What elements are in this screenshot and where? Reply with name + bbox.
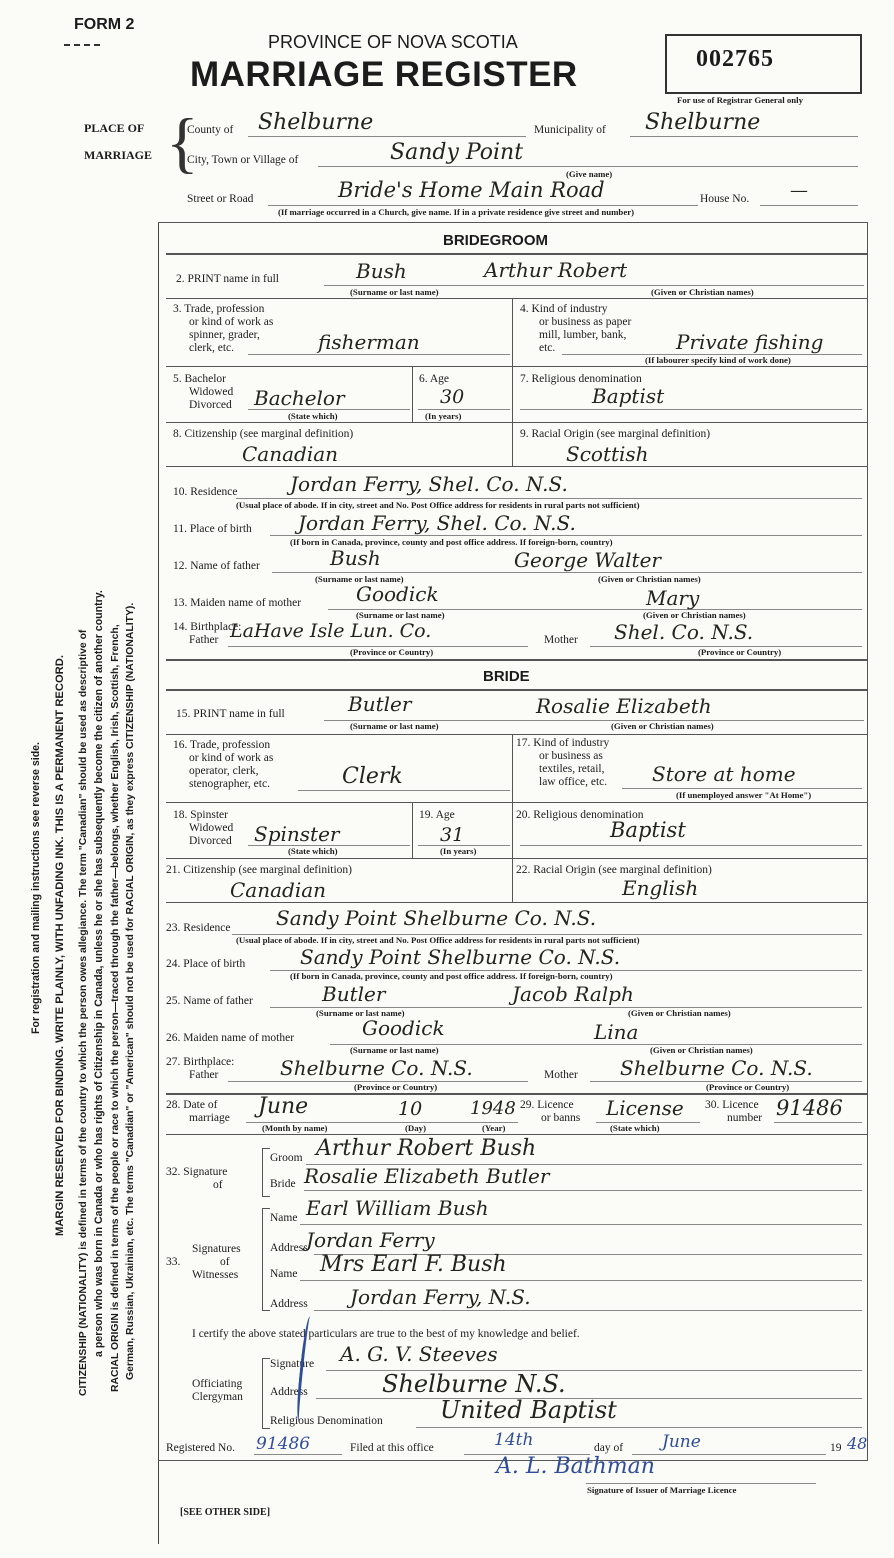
groom-age-label: 6. Age [419, 373, 450, 385]
county-label: County of [187, 124, 234, 136]
bride-mother-birthplace-label: Mother [544, 1069, 578, 1081]
bride-heading: BRIDE [483, 668, 530, 685]
groom-residence-label: 10. Residence [173, 486, 238, 498]
marriage-month-hint: (Month by name) [262, 1123, 328, 1133]
municipality-label: Municipality of [534, 124, 606, 136]
groom-status-l3: Divorced [189, 399, 232, 411]
groom-surname: Bush [356, 259, 407, 283]
groom-citizenship-label: 8. Citizenship (see marginal definition) [173, 428, 354, 440]
bride-residence-label: 23. Residence [166, 922, 231, 934]
certify-statement: I certify the above stated particulars are true to the best of my knowledge and belief. [192, 1328, 580, 1340]
witness1-name: Earl William Bush [306, 1196, 489, 1220]
groom-signature: Arthur Robert Bush [316, 1136, 537, 1161]
clergy-signature: A. G. V. Steeves [340, 1342, 498, 1366]
groom-trade-l4: clerk, etc. [189, 342, 235, 354]
groom-residence-hint: (Usual place of abode. If in city, street and No. Post Office address for residents in rural parts not sufficient) [236, 500, 640, 510]
bride-trade: Clerk [342, 764, 403, 789]
witness1-address: Jordan Ferry [306, 1228, 435, 1252]
street-value: Bride's Home Main Road [338, 178, 605, 202]
marriage-year-hint: (Year) [482, 1123, 506, 1133]
bride-father-surname-hint: (Surname or last name) [316, 1008, 405, 1018]
municipality-value: Shelburne [645, 110, 761, 135]
groom-given-names: Arthur Robert [484, 258, 628, 282]
bride-father-label: 25. Name of father [166, 995, 253, 1007]
groom-industry-l1: 4. Kind of industry [520, 303, 608, 315]
groom-father-label: 12. Name of father [173, 560, 260, 572]
margin-racial-def-2: German, Russian, Ukrainian, etc. The terms "Canadian" or "American" should not be used for RACIAL ORIGIN, as they express CITIZENSHIP (NATIONALITY). [125, 602, 136, 1380]
groom-religion: Baptist [592, 384, 665, 408]
margin-citizenship-def-1: CITIZENSHIP (NATIONALITY) is defined in terms of the country to which the person owes allegiance. The term "Canadian" should be used as descriptive of [78, 629, 89, 1396]
margin-racial-def-1: RACIAL ORIGIN is defined in terms of the people or race to which the person—traced through the father—belongs, whether English, Irish, Scottish, French, [110, 624, 121, 1392]
bride-father-prov-hint: (Province or Country) [354, 1082, 438, 1092]
clergy-denomination: United Baptist [440, 1396, 617, 1424]
marriage-month: June [258, 1094, 309, 1119]
bride-trade-l1: 16. Trade, profession [173, 739, 271, 751]
groom-industry: Private fishing [676, 330, 824, 354]
marriage-day: 10 [398, 1098, 423, 1120]
house-label: House No. [700, 193, 750, 205]
clergy-caption-l2: Clergyman [192, 1391, 243, 1403]
clergy-signature-label: Signature [270, 1358, 315, 1370]
bride-mother-prov-hint: (Province or Country) [706, 1082, 790, 1092]
groom-birthplace-parents-l2: Father [189, 634, 219, 646]
groom-birthplace-hint: (If born in Canada, province, county and post office address. If foreign-born, country) [290, 537, 613, 547]
bride-signature-label: Bride [270, 1178, 296, 1190]
licence-hint: (State which) [610, 1123, 660, 1133]
bride-age: 31 [440, 824, 465, 846]
bride-surname-hint: (Surname or last name) [350, 721, 439, 731]
groom-mother-prov-hint: (Province or Country) [698, 647, 782, 657]
bride-religion: Baptist [610, 818, 686, 842]
groom-birthplace: Jordan Ferry, Shel. Co. N.S. [298, 511, 576, 535]
groom-industry-l3: mill, lumber, bank, [539, 329, 627, 341]
page-title: MARRIAGE REGISTER [190, 55, 578, 94]
groom-status: Bachelor [254, 386, 345, 410]
year-prefix: 19 [830, 1442, 842, 1454]
witnesses-caption-l2: of [220, 1256, 230, 1268]
groom-surname-hint: (Surname or last name) [350, 287, 439, 297]
groom-mother-birthplace-label: Mother [544, 634, 578, 646]
bride-given-hint: (Given or Christian names) [611, 721, 714, 731]
bride-citizenship-label: 21. Citizenship (see marginal definition) [166, 864, 352, 876]
bride-industry-l2: or business as [539, 750, 603, 762]
groom-mother-surname-hint: (Surname or last name) [356, 610, 445, 620]
city-label: City, Town or Village of [187, 154, 299, 166]
witness2-name-label: Name [270, 1268, 298, 1280]
signature-of-l2: of [213, 1179, 223, 1191]
marriage-date-l2: marriage [189, 1112, 230, 1124]
witness2-address-label: Address [270, 1298, 308, 1310]
groom-father-birthplace: LaHave Isle Lun. Co. [230, 620, 432, 642]
groom-birthplace-label: 11. Place of birth [173, 523, 252, 535]
bride-status-l3: Divorced [189, 835, 232, 847]
see-other-side: [SEE OTHER SIDE] [180, 1507, 271, 1518]
licence-or-banns-l1: 29. Licence [520, 1099, 574, 1111]
city-hint: (Give name) [566, 169, 613, 179]
groom-mother-given: Mary [646, 586, 700, 610]
bride-trade-l4: stenographer, etc. [189, 778, 270, 790]
witnesses-caption-l1: Signatures [192, 1243, 241, 1255]
groom-age-hint: (In years) [425, 411, 462, 421]
licence-or-banns-l2: or banns [541, 1112, 581, 1124]
city-value: Sandy Point [390, 140, 524, 165]
bride-status-hint: (State which) [288, 846, 338, 856]
groom-trade-l3: spinner, grader, [189, 329, 260, 341]
groom-trade-l1: 3. Trade, profession [173, 303, 265, 315]
bride-religion-label: 20. Religious denomination [516, 809, 644, 821]
bride-status-l1: 18. Spinster [173, 809, 228, 821]
bride-industry-l1: 17. Kind of industry [516, 737, 610, 749]
bride-status: Spinster [254, 822, 340, 846]
place-brace: { [166, 104, 199, 180]
bride-father-given-hint: (Given or Christian names) [628, 1008, 731, 1018]
groom-name-label [176, 273, 279, 285]
clergy-caption-l1: Officiating [192, 1378, 243, 1390]
groom-religion-label: 7. Religious denomination [520, 373, 642, 385]
bride-father-surname: Butler [322, 982, 386, 1006]
issuer-signature-label: Signature of Issuer of Marriage Licence [587, 1485, 737, 1495]
margin-citizenship-def-2: a person who was born in Canada or who has rights of Citizenship in Canada, unless he or she has subsequently become the citizen of another country. [93, 590, 105, 1357]
registered-no: 91486 [256, 1434, 311, 1454]
groom-status-l1: 5. Bachelor [173, 373, 227, 385]
witness2-name: Mrs Earl F. Bush [320, 1252, 507, 1277]
groom-citizenship: Canadian [242, 442, 339, 466]
licence-number: 91486 [776, 1096, 843, 1120]
filed-label: Filed at this office [350, 1442, 434, 1454]
county-value: Shelburne [258, 110, 374, 135]
witness2-address: Jordan Ferry, N.S. [350, 1285, 531, 1309]
margin-binding-note: MARGIN RESERVED FOR BINDING. WRITE PLAINLY, WITH UNFADING INK. THIS IS A PERMANENT RECORD. [54, 655, 66, 1236]
witness1-name-label: Name [270, 1212, 298, 1224]
bride-mother-surname-hint: (Surname or last name) [350, 1045, 439, 1055]
groom-trade: fisherman [318, 330, 420, 354]
bride-industry: Store at home [652, 762, 796, 786]
bride-origin-label: 22. Racial Origin (see marginal definition) [516, 864, 712, 876]
bride-mother-birthplace: Shelburne Co. N.S. [620, 1056, 813, 1080]
filed-year: 48 [847, 1434, 868, 1453]
bride-trade-l3: operator, clerk, [189, 765, 259, 777]
groom-origin-label: 9. Racial Origin (see marginal definition) [520, 428, 711, 440]
groom-birthplace-parents-l1: 14. Birthplace: [173, 621, 242, 633]
marriage-year: 1948 [470, 1098, 516, 1119]
bride-given-names: Rosalie Elizabeth [536, 694, 712, 718]
groom-industry-l4: etc. [539, 342, 556, 354]
street-hint: (If marriage occurred in a Church, give name. If in a private residence give street and number) [278, 207, 635, 217]
groom-origin: Scottish [566, 442, 649, 466]
house-value: — [790, 180, 808, 201]
groom-father-prov-hint: (Province or Country) [350, 647, 434, 657]
marriage-day-hint: (Day) [405, 1123, 427, 1133]
clergy-address: Shelburne N.S. [382, 1370, 566, 1398]
groom-mother-given-hint: (Given or Christian names) [643, 610, 746, 620]
bride-residence-hint: (Usual place of abode. If in city, street and No. Post Office address for residents in rural parts not sufficient) [236, 935, 640, 945]
bride-birthplace-hint: (If born in Canada, province, county and post office address. If foreign-born, country) [290, 971, 613, 981]
bride-mother-surname: Goodick [362, 1016, 445, 1040]
groom-industry-hint: (If labourer specify kind of work done) [645, 355, 791, 365]
bride-name-label: 15. PRINT name in full [176, 708, 285, 720]
bride-surname: Butler [348, 692, 412, 716]
bride-birthplace-label: 24. Place of birth [166, 958, 246, 970]
signature-of-l1: 32. Signature [166, 1166, 228, 1178]
bride-mother-label: 26. Maiden name of mother [166, 1032, 295, 1044]
groom-mother-label: 13. Maiden name of mother [173, 597, 302, 609]
groom-father-given-hint: (Given or Christian names) [598, 574, 701, 584]
registrar-note: For use of Registrar General only [677, 95, 803, 105]
groom-mother-surname: Goodick [356, 582, 439, 606]
groom-trade-l2: or kind of work as [189, 316, 274, 328]
issuer-signature: A. L. Bathman [496, 1454, 655, 1479]
groom-name-label-text: 2. PRINT name in full [176, 273, 279, 285]
bride-age-hint: (In years) [440, 846, 477, 856]
bride-industry-l4: law office, etc. [539, 776, 608, 788]
witnesses-caption-l3: Witnesses [192, 1269, 239, 1281]
groom-mother-birthplace: Shel. Co. N.S. [614, 620, 754, 644]
groom-father-surname: Bush [330, 546, 381, 570]
place-caption-1: PLACE OF [84, 121, 145, 135]
witnesses-caption-num: 33. [166, 1256, 181, 1268]
clergy-address-label: Address [270, 1386, 308, 1398]
day-of-label: day of [594, 1442, 624, 1454]
groom-father-given: George Walter [514, 548, 661, 572]
bride-birthplace: Sandy Point Shelburne Co. N.S. [300, 945, 621, 969]
bride-mother-given-hint: (Given or Christian names) [650, 1045, 753, 1055]
groom-industry-l2: or business as paper [539, 316, 632, 328]
licence-or-banns: License [606, 1096, 684, 1120]
form-number: FORM 2 [74, 16, 135, 33]
groom-status-hint: (State which) [288, 411, 338, 421]
bride-citizenship: Canadian [230, 878, 327, 902]
groom-signature-label: Groom [270, 1152, 303, 1164]
bride-trade-l2: or kind of work as [189, 752, 274, 764]
register-number: 002765 [696, 46, 774, 72]
groom-age: 30 [440, 386, 465, 408]
margin-instructions-note: For registration and mailing instructions see reverse side. [30, 741, 42, 1034]
bride-signature: Rosalie Elizabeth Butler [304, 1164, 550, 1188]
filed-month: June [662, 1432, 701, 1452]
filed-day: 14th [494, 1430, 534, 1450]
bride-residence: Sandy Point Shelburne Co. N.S. [276, 906, 597, 930]
bridegroom-heading: BRIDEGROOM [443, 232, 548, 249]
bride-industry-l3: textiles, retail, [539, 763, 605, 775]
groom-status-l2: Widowed [189, 386, 234, 398]
clergy-denomination-label: Religious Denomination [270, 1415, 383, 1427]
licence-number-l1: 30. Licence [705, 1099, 759, 1111]
street-label: Street or Road [187, 193, 254, 205]
bride-father-birthplace: Shelburne Co. N.S. [280, 1056, 473, 1080]
bride-mother-given: Lina [594, 1020, 639, 1044]
bride-origin: English [622, 876, 699, 900]
bride-status-l2: Widowed [189, 822, 234, 834]
marriage-date-l1: 28. Date of [166, 1099, 218, 1111]
licence-number-l2: number [727, 1112, 763, 1124]
groom-given-hint: (Given or Christian names) [651, 287, 754, 297]
groom-residence: Jordan Ferry, Shel. Co. N.S. [290, 472, 568, 496]
bride-birthplace-parents-l1: 27. Birthplace: [166, 1056, 235, 1068]
groom-father-surname-hint: (Surname or last name) [315, 574, 404, 584]
bride-birthplace-parents-l2: Father [189, 1069, 219, 1081]
bride-age-label: 19. Age [419, 809, 455, 821]
bride-father-given: Jacob Ralph [512, 982, 634, 1006]
bride-industry-hint: (If unemployed answer "At Home") [676, 790, 812, 800]
registered-no-label: Registered No. [166, 1442, 235, 1454]
witness1-address-label: Address [270, 1242, 308, 1254]
place-caption-2: MARRIAGE [84, 148, 152, 162]
province-heading: PROVINCE OF NOVA SCOTIA [268, 32, 518, 52]
